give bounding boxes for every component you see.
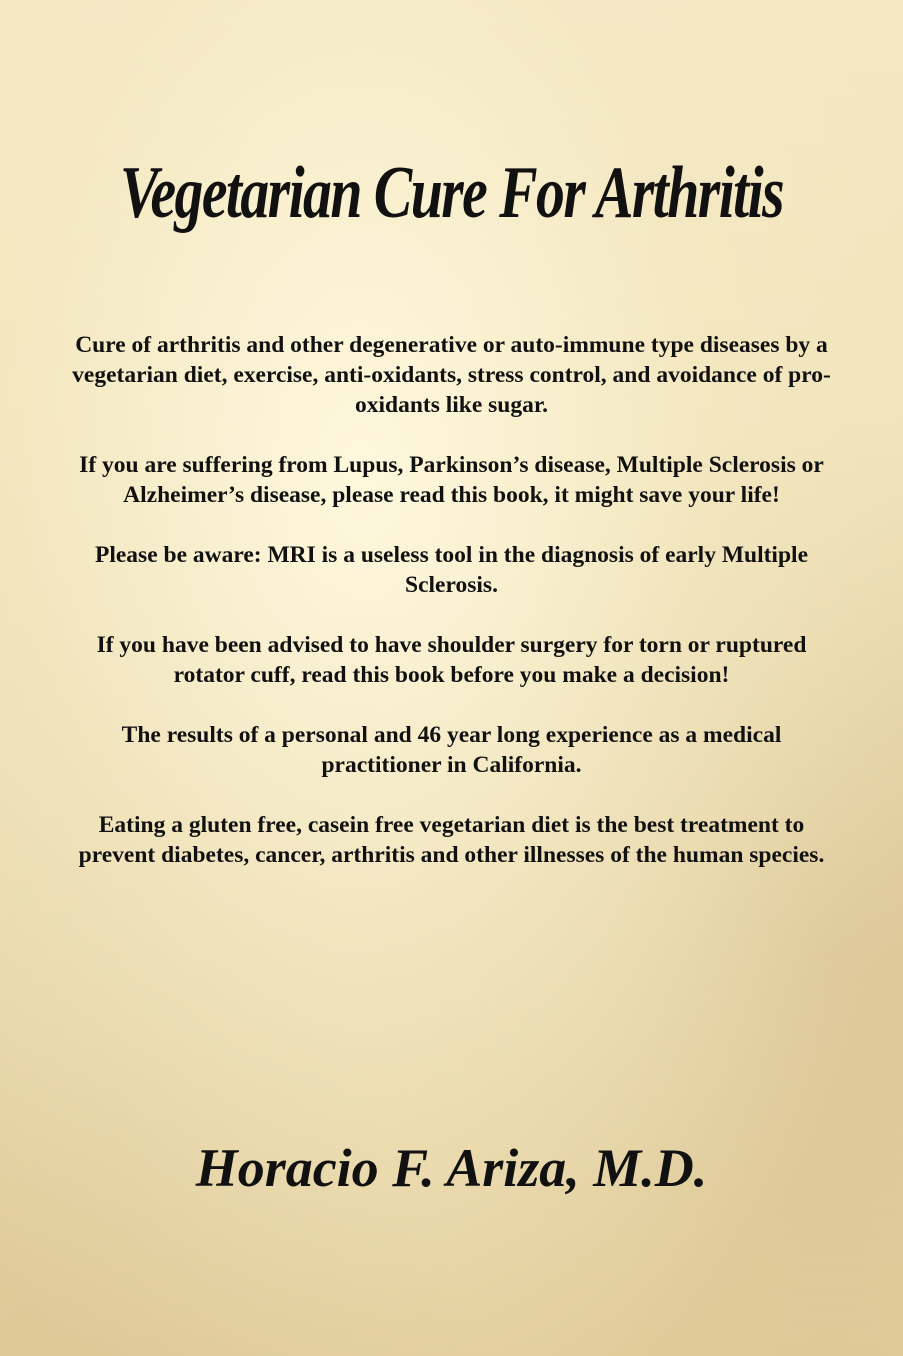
blurb-paragraph: Eating a gluten free, casein free vegetarian diet is the best treatment to prevent diabetes, cancer, arthritis and other illnesses of the human species.	[78, 812, 825, 868]
blurb-paragraph: If you are suffering from Lupus, Parkinson’s disease, Multiple Sclerosis or Alzheimer’s disease, please read this book, it might save your life!	[79, 452, 824, 508]
blurb-paragraph: If you have been advised to have shoulder surgery for torn or ruptured rotator cuff, read this book before you make a decision!	[96, 632, 807, 688]
author-name: Horacio F. Ariza, M.D.	[195, 1138, 708, 1198]
blurb-paragraph: The results of a personal and 46 year long experience as a medical practitioner in California.	[121, 722, 782, 778]
book-title: Vegetarian Cure For Arthritis	[119, 152, 784, 234]
blurb-paragraph: Please be aware: MRI is a useless tool in the diagnosis of early Multiple Sclerosis.	[94, 542, 808, 598]
cover-blurb	[60, 330, 843, 900]
blurb-paragraph: Cure of arthritis and other degenerative or auto-immune type diseases by a vegetarian diet, exercise, anti-oxidants, stress control, and avoidance of pro-oxidants like sugar.	[72, 332, 831, 418]
